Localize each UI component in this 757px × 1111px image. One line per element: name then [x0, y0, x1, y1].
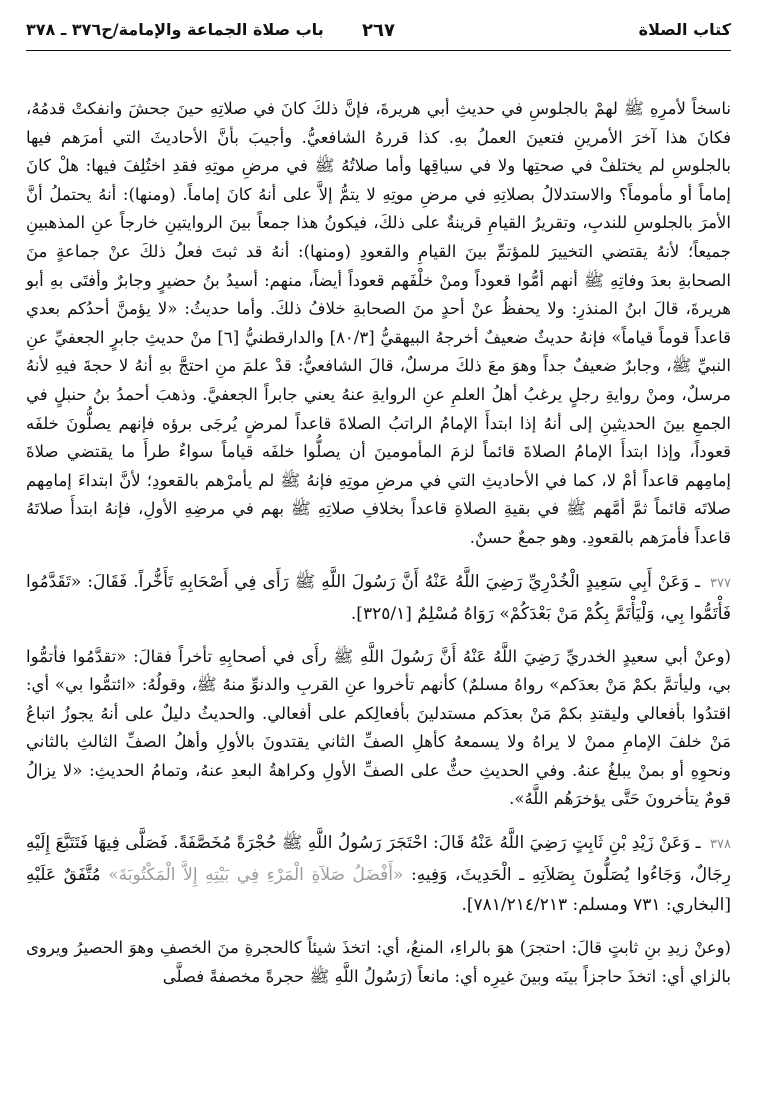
hadith-text: ـ وَعَنْ زَيْدِ بْنِ ثَابِتٍ رَضِيَ اللَّهُ عَنْهُ قَالَ: احْتَجَرَ رَسُولُ اللَّهِ ﷺ حُجْرَةً مُخَصَّفَةً. فَصَلَّى فِيهَا فَتَتَبَّعَ إِلَيْهِ رِجَالٌ، وَجَاءُوا يُصَلُّونَ بِصَلاَتِهِ ـ الْحَدِيثَ، وَفِيهِ:	[26, 833, 732, 886]
commentary-paragraph: (وعنْ زيدِ بنِ ثابتٍ قالَ: احتجرَ) هوَ بالراءِ، المنعُ، أي: اتخذَ شيئاً كالحجرةِ منَ الخصفِ وهوَ الحصيرُ ويروى بالزاي أي: اتخذَ حاجزاً بينَه وبينَ غيرِه أي: مانعاً (رَسُولُ اللَّهِ ﷺ حجرةً مخصفةً فصلَّى	[26, 938, 731, 986]
page-body	[26, 95, 731, 991]
hadith-source: مُتَّفَقٌ عَلَيْهِ [البخاري: ٧٣١ ومسلم: ٧٨١/٢١٤/٢١٣].	[26, 865, 731, 916]
hadith-text: ـ وَعَنْ أَبِي سَعِيدٍ الْخُدْرِيِّ رَضِيَ اللَّهُ عَنْهُ أَنَّ رَسُولَ اللَّهِ ﷺ رَأَى فِي أَصْحَابِهِ تَأَخُّراً. فَقَالَ: «تَقَدَّمُوا فَأْتَمُّوا بِي، وَلْيَأْتَمَّ بِكُمْ مَنْ بَعْدَكُمْ»	[26, 571, 731, 624]
commentary-paragraph: (وعنْ أبي سعيدٍ الخدريِّ رَضِيَ اللَّهُ عَنْهُ أَنَّ رَسُولَ اللَّهِ ﷺ رأَى في أصحابِهِ تأخراً فقالَ: «تقدَّمُوا فأتمُّوا بي، وليأتمَّ بكمْ مَنْ بعدَكم» رواهُ مسلمٌ) كأنهم تأخروا عنِ القربِ والدنوِّ منهُ ﷺ، وقولُهُ: «ائتمُّوا بي» أي: اقتدُوا بأفعالي وليقتدِ بكمْ مَنْ بعدَكم مستدلينَ بأفعالِكم على أفعالي. والحديثُ دليلٌ على أنهُ يجوزُ اتباعُ مَنْ خلفَ الإمامِ ممنْ لا يراهُ ولا يسمعهُ كأهلِ الصفِّ الثاني يقتدونَ بالأولِ وأهلُ الصفِّ الثالثِ بالثاني ونحوِهِ أو بمنْ يبلغُ عنهُ. وفي الحديثِ حثٌّ على الصفِّ الأولِ وكراهةُ البعدِ عنهُ، وتمامُ الحديثِ: «لا يزالُ قومٌ يتأخرونَ حَتَّى يؤخرَهُم اللَّهُ».	[26, 646, 731, 809]
chapter-title: باب صلاة الجماعة والإمامة/ح٣٧٦ ـ ٣٧٨	[26, 20, 324, 39]
hadith-number: ٣٧٧	[710, 575, 731, 591]
hadith-source: رَوَاهُ مُسْلِمٌ [٣٢٥/١].	[350, 603, 494, 624]
hadith-378	[26, 828, 731, 920]
page-number: ٢٦٧	[362, 20, 395, 41]
commentary-paragraph: ناسخاً لأمرِهِ ﷺ لهمْ بالجلوسِ في حديثِ أبي هريرةَ، فإنَّ ذلكَ كانَ في صلاتِهِ حينَ جحشَ وانفكتْ قدمُهُ، فكانَ هذا آخرَ الأمرينِ فتعينَ العملُ بهِ. كذا قررهُ الشافعيُّ. وأجيبَ بأنَّ الأحاديثَ التي أمرَهم فيها بالجلوسِ لم يختلفْ في صحتِها ولا في سياقِها وأما صلاتُهُ ﷺ في مرضِ موتِهِ فقدِ اختُلِفَ فيها: هلْ كانَ إماماً أو مأموماً؟ والاستدلالُ بصلاتِهِ في مرضِ موتِهِ لا يتمُّ إلاَّ على أنهُ كانَ إماماً. (ومنها): أنهُ يحتملُ أنَّ الأمرَ بالجلوسِ للندبِ، وتقريرُ القيامِ قرينةٌ على ذلكَ، فيكونُ هذا جمعاً بينَ الروايتينِ خارجاً عنِ المذهبينِ جميعاً؛ لأنهُ يقتضي التخييرَ للمؤتمِّ بينَ القيامِ والقعودِ (ومنها): أنهُ قد ثبتَ فعلُ ذلكَ عنْ جماعةٍ منَ الصحابةِ بعدَ وفاتِهِ ﷺ أنهم أمُّوا قعوداً ومنْ خلْفَهم قعوداً أيضاً، منهم: أسيدُ بنُ حضيرٍ وجابرٌ وأفتَى بهِ أبو هريرةَ، قالَ ابنُ المنذرِ: ولا يحفظُ عنْ أحدٍ منَ الصحابةِ خلافُ ذلكَ. وأما حديثُ: «لا يؤمنَّ أحدُكم بعدي قاعداً قوماً قياماً» فإنهُ حديثٌ ضعيفٌ أخرجهُ البيهقيُّ [٨٠/٣] والدارقطنيُّ [٦] منْ حديثِ جابرٍ الجعفيِّ عنِ النبيِّ ﷺ، وجابرٌ ضعيفٌ جداً وهوَ معَ ذلكَ مرسلٌ، قالَ الشافعيُّ: قدْ علمَ منِ احتجَّ بهِ أنهُ لا حجةَ فيهِ لأنهُ مرسلٌ، ومنْ روايةِ رجلٍ يرغبُ أهلُ العلمِ عنِ الروايةِ عنهُ يعني جابراً الجعفيَّ. وذهبَ أحمدُ بنُ حنبلٍ في الجمعِ بينَ الحديثينِ إلى أنهُ إذا ابتدأَ الإمامُ الراتبُ الصلاةَ قاعداً لمرضٍ يُرجَى برؤه فإنهم يصلُّونَ خلفَه قعوداً، وإذا ابتدأَ الإمامُ الصلاةَ قائماً لزمَ المأمومينَ أن يصلُّوا خلفَه قياماً سواءٌ طرأَ ما يقتضي صلاةَ إمامِهم قاعداً أمْ لا، كما في الأحاديثِ التي في مرضِ موتِهِ فإنهُ ﷺ لم يأمرْهم بالقعودِ؛ لأنَّ ابتداءَ إمامِهم صلاتَه قائماً ثمَّ أمَّهم ﷺ في بقيةِ الصلاةِ قاعداً بخلافِ صلاتِهِ ﷺ بهم في مرضِهِ الأولِ، فإنهُ ابتدأَ صلاتَهُ قاعداً فأمرَهم بالقعودِ. وهو جمعٌ حسنٌ.	[26, 99, 731, 547]
book-title: كتاب الصلاة	[638, 20, 731, 39]
hadith-number: ٣٧٨	[710, 837, 731, 853]
hadith-quote: «أَفْضَلُ صَلاَةِ الْمَرْءِ فِي بَيْتِهِ إِلاَّ الْمَكْتُوبَةَ»	[108, 865, 404, 886]
running-header	[26, 0, 731, 51]
hadith-377	[26, 567, 731, 629]
